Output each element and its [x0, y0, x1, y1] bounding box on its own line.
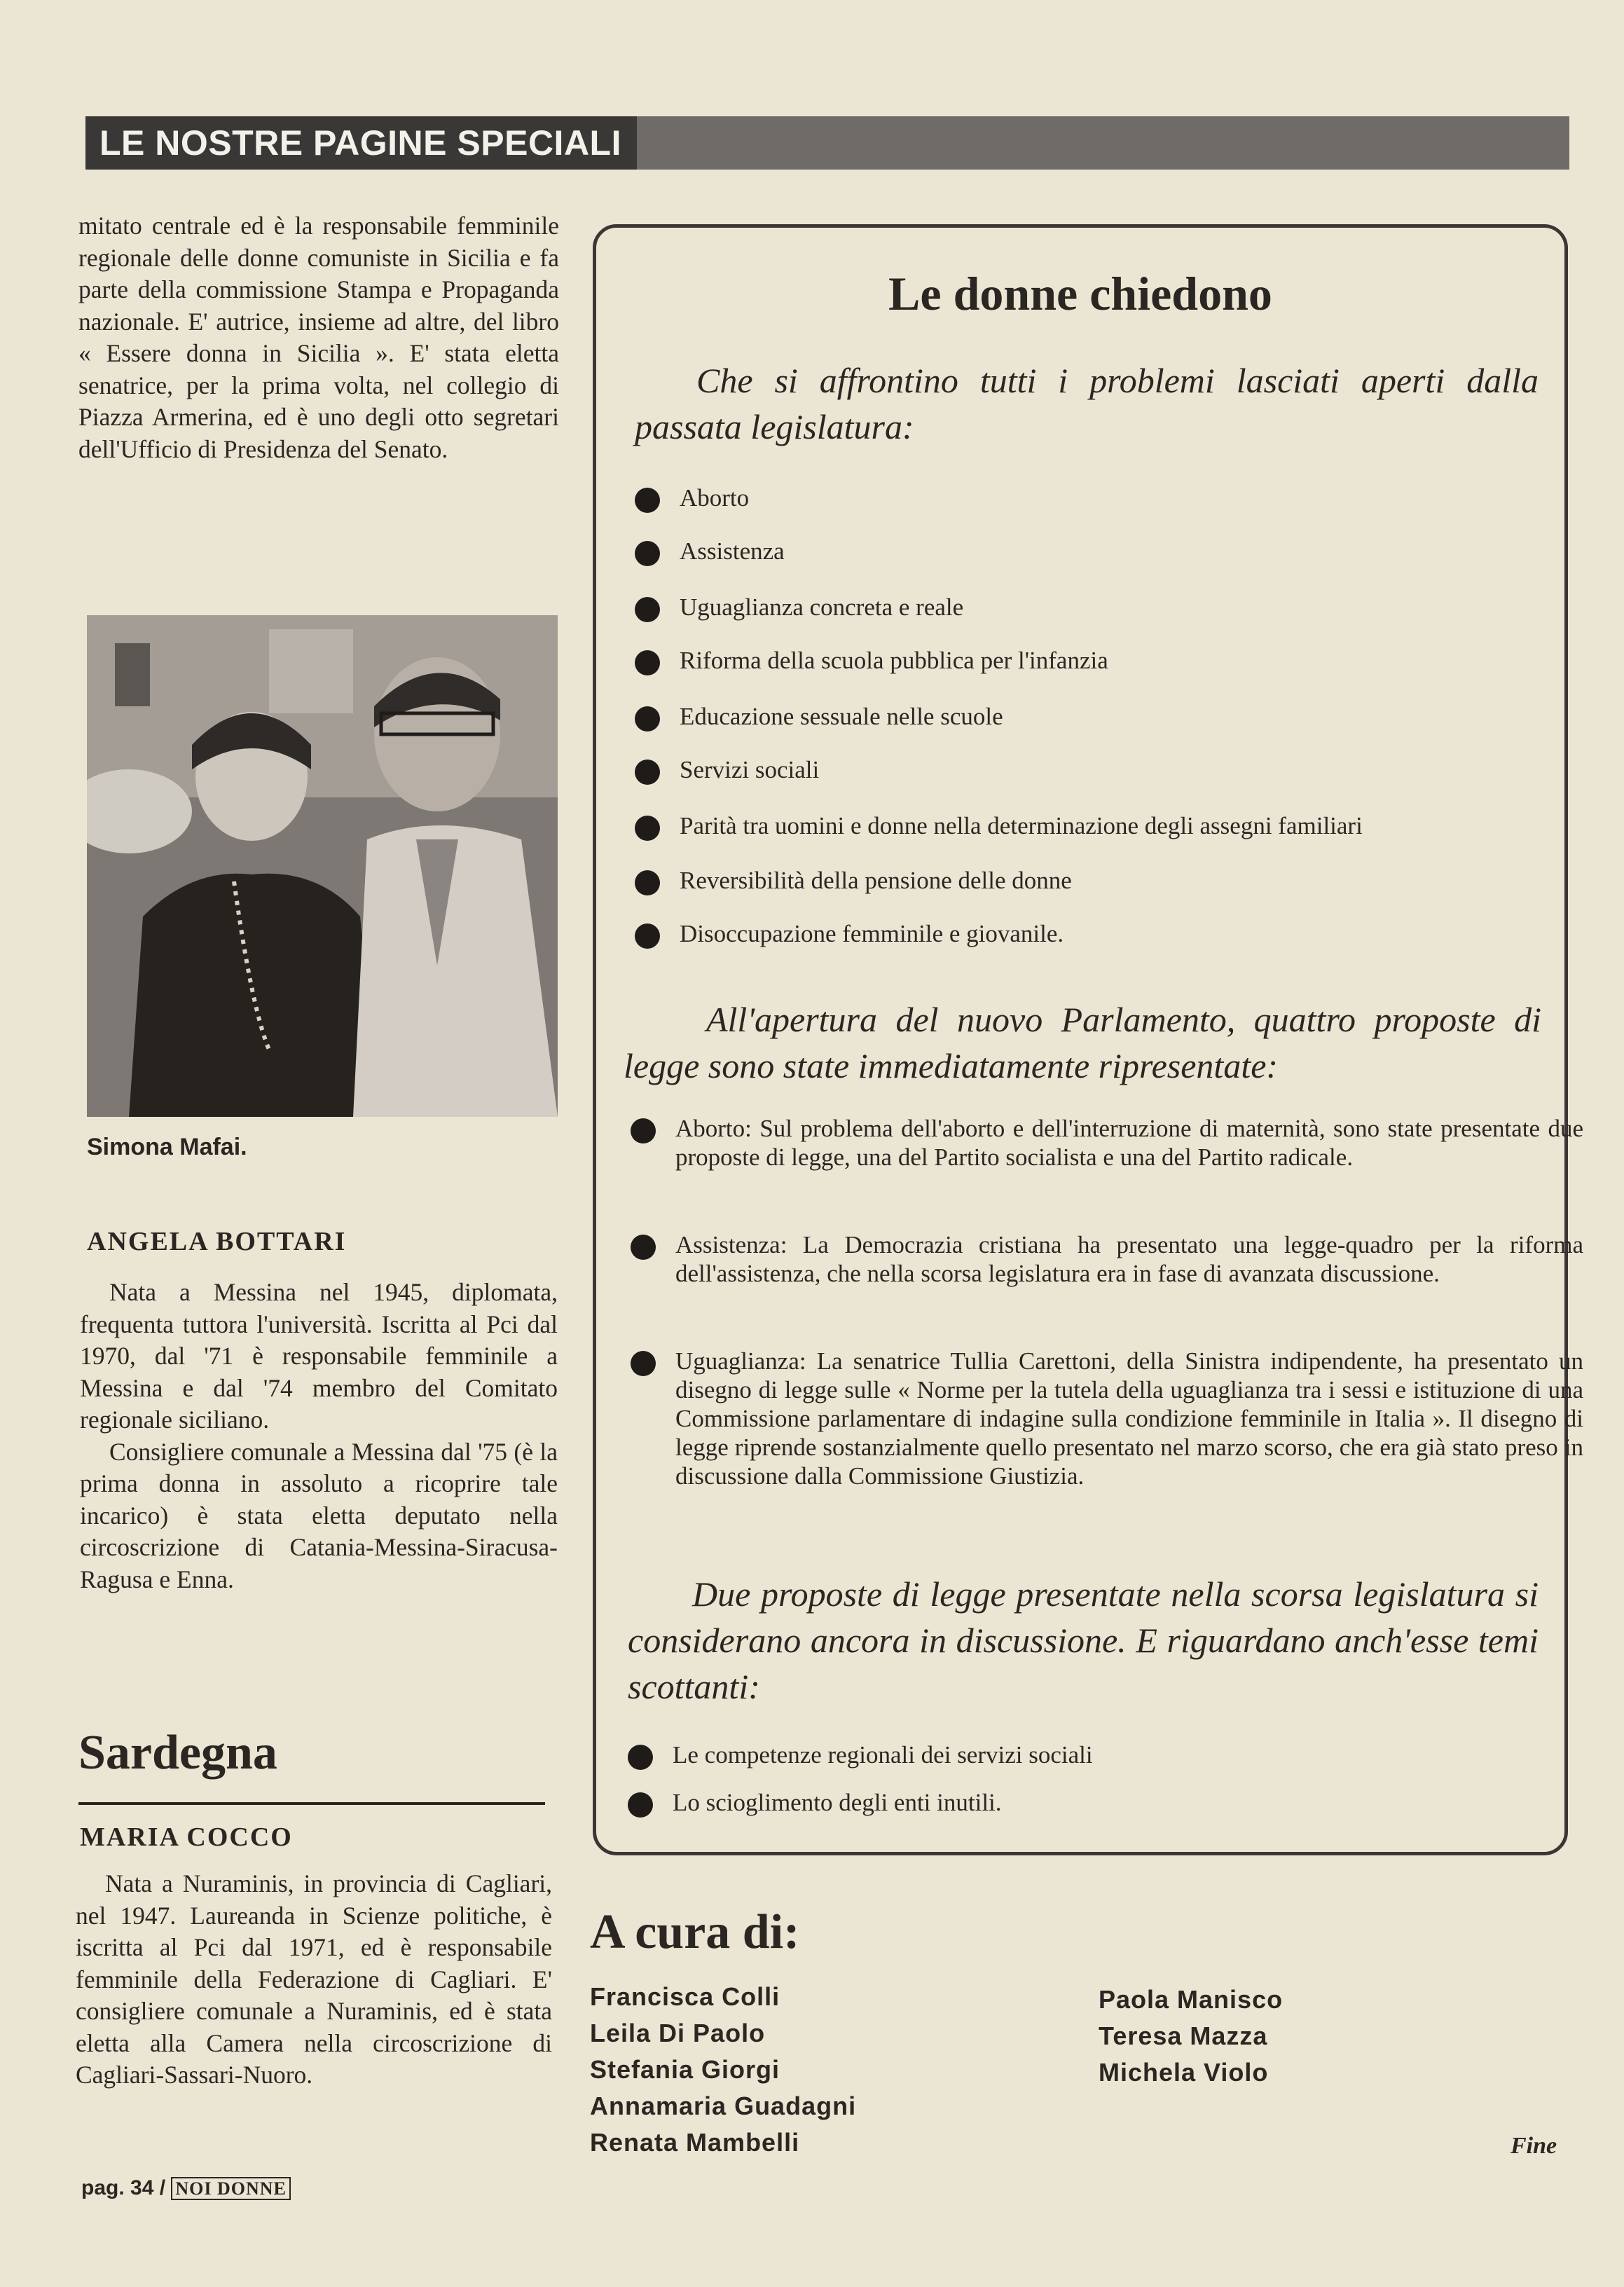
angela-bottari-name: ANGELA BOTTARI: [87, 1227, 347, 1256]
list-item: [628, 1788, 1583, 1817]
list-item-text: Assistenza: La Democrazia cristiana ha presentato una legge-quadro per la riforma dell'assistenza, che nella scorsa legislatura era in fase di avanzata discussione.: [675, 1231, 1583, 1287]
credit-name: Francisca Colli: [590, 1982, 780, 2011]
bullet-icon: [635, 760, 660, 785]
bullet-icon: [635, 650, 660, 675]
credit-name: Michela Violo: [1099, 2058, 1269, 2087]
list-item: [635, 537, 1583, 566]
list-item-text: Assistenza: [680, 537, 785, 565]
list-item-text: Aborto: [680, 484, 750, 511]
photo-simona-mafai: [87, 615, 558, 1117]
page-number: [81, 2176, 291, 2200]
end-mark: Fine: [1511, 2133, 1557, 2159]
maria-bio-p1: Nata a Nuraminis, in provincia di Cagliari, nel 1947. Laureanda in Scienze politiche, è iscritta al Pci dal 1971, ed è responsabile femminile della Federazione di Cagliari. E' consigliere comunale a Nuraminis, ed è stata eletta alla Camera nella circoscrizione di Cagliari-Sassari-Nuoro.: [76, 1869, 552, 2089]
credits-heading: A cura di:: [590, 1905, 800, 1959]
left-intro-column: [78, 210, 559, 465]
bullet-icon: [631, 1235, 656, 1260]
angela-bio-p1: Nata a Messina nel 1945, diplomata, frequenta tuttora l'università. Iscritta al Pci dal 1970, dal '71 è responsabile femminile a Messina e dal '74 membro del Comitato regionale siciliano.: [80, 1278, 558, 1434]
angela-bio-p2: Consigliere comunale a Messina dal '75 (è la prima donna in assoluto a ricoprire tale incarico) è stata eletta deputato nella circoscrizione di Catania-Messina-Siracusa-Ragusa e Enna.: [80, 1437, 558, 1593]
credit-name: Renata Mambelli: [590, 2128, 800, 2157]
intro-paragraph-text: mitato centrale ed è la responsabile femminile regionale delle donne comuniste in Sicilia e fa parte della commissione Stampa e Propaganda nazionale. E' autrice, insieme ad altre, del libro « Essere donna in Sicilia ». E' stata eletta senatrice, per la prima volta, nel collegio di Piazza Armerina, ed è uno degli otto segretari dell'Ufficio di Presidenza del Senato.: [78, 212, 559, 463]
list-item-text: Servizi sociali: [680, 756, 820, 783]
section-header-bar: [85, 116, 1569, 170]
bullet-icon: [635, 816, 660, 841]
list-item-text: Aborto: Sul problema dell'aborto e dell'interruzione di maternità, sono state presentate due proposte di legge, una del Partito socialista e una del Partito radicale.: [675, 1115, 1583, 1171]
bullet-icon: [628, 1792, 653, 1818]
intro-1-text: Che si affrontino tutti i problemi lasciati aperti dalla passata legislatura:: [635, 361, 1539, 446]
credits-column-1: [590, 1979, 856, 2161]
photo-illustration: [87, 615, 558, 1117]
list-item: [635, 646, 1583, 675]
bullet-icon: [628, 1745, 653, 1770]
photo-caption: Simona Mafai.: [87, 1134, 247, 1160]
list-item-text: Parità tra uomini e donne nella determinazione degli assegni familiari: [680, 812, 1363, 839]
list-item-text: Lo scioglimento degli enti inutili.: [673, 1789, 1002, 1816]
credits-column-2: [1099, 1982, 1283, 2091]
intro-2-text: All'apertura del nuovo Parlamento, quattro proposte di legge sono state immediatamente ripresentate:: [624, 1000, 1541, 1085]
credit-name: Teresa Mazza: [1099, 2021, 1268, 2050]
region-title-sardegna: Sardegna: [78, 1726, 277, 1780]
magazine-logo: NOI DONNE: [171, 2177, 291, 2200]
list-item-text: Reversibilità della pensione delle donne: [680, 867, 1072, 894]
list-item: [631, 1114, 1583, 1172]
bullet-icon: [635, 597, 660, 622]
bullet-icon: [631, 1351, 656, 1376]
credit-name: Stefania Giorgi: [590, 2055, 780, 2084]
intro-3-text: Due proposte di legge presentate nella scorsa legislatura si considerano ancora in discussione. E riguardano anch'esse temi scottanti:: [628, 1574, 1539, 1706]
list-item: [635, 755, 1583, 785]
list-item: [635, 483, 1583, 513]
intro-paragraph: [78, 210, 559, 465]
list-item: [635, 702, 1583, 732]
list-item-text: Uguaglianza: La senatrice Tullia Carettoni, della Sinistra indipendente, ha presentato un disegno di legge sulle « Norme per la tutela della uguaglianza tra i sessi e istituzione di una Commissione parlamentare di indagine sulla condizione femminile in Italia ». Il disegno di legge riprende sostanzialmente quello presentato nel marzo scorso, che era già stato preso in discussione dalla Commissione Giustizia.: [675, 1347, 1583, 1490]
box-intro-1: [635, 357, 1539, 450]
maria-cocco-name: MARIA COCCO: [80, 1822, 293, 1852]
list-item: [635, 919, 1583, 949]
list-item-text: Educazione sessuale nelle scuole: [680, 703, 1003, 730]
list-item-text: Riforma della scuola pubblica per l'infanzia: [680, 647, 1108, 674]
credit-name: Leila Di Paolo: [590, 2019, 766, 2047]
box-intro-2: [624, 996, 1541, 1089]
credit-name: Annamaria Guadagni: [590, 2092, 857, 2120]
list-item: [631, 1230, 1583, 1288]
bullet-icon: [635, 870, 660, 895]
page-number-text: pag. 34 /: [81, 2176, 166, 2199]
bullet-icon: [635, 541, 660, 566]
bullet-icon: [635, 706, 660, 732]
box-title: Le donne chiedono: [888, 267, 1272, 320]
list-item: [631, 1347, 1583, 1490]
bullet-icon: [635, 488, 660, 513]
list-item: [635, 811, 1583, 841]
credit-name: Paola Manisco: [1099, 1985, 1284, 2014]
box-intro-3: [628, 1571, 1539, 1710]
angela-bottari-bio: [80, 1277, 558, 1595]
list-item: [635, 866, 1583, 895]
region-rule: [78, 1802, 545, 1805]
list-item-text: Le competenze regionali dei servizi sociali: [673, 1741, 1093, 1769]
bullet-icon: [635, 923, 660, 949]
maria-cocco-bio: [76, 1868, 552, 2092]
list-item: [635, 593, 1583, 622]
list-item: [628, 1740, 1583, 1769]
section-header: LE NOSTRE PAGINE SPECIALI: [85, 116, 637, 170]
list-item-text: Uguaglianza concreta e reale: [680, 593, 964, 621]
bullet-icon: [631, 1118, 656, 1144]
list-item-text: Disoccupazione femminile e giovanile.: [680, 920, 1064, 947]
